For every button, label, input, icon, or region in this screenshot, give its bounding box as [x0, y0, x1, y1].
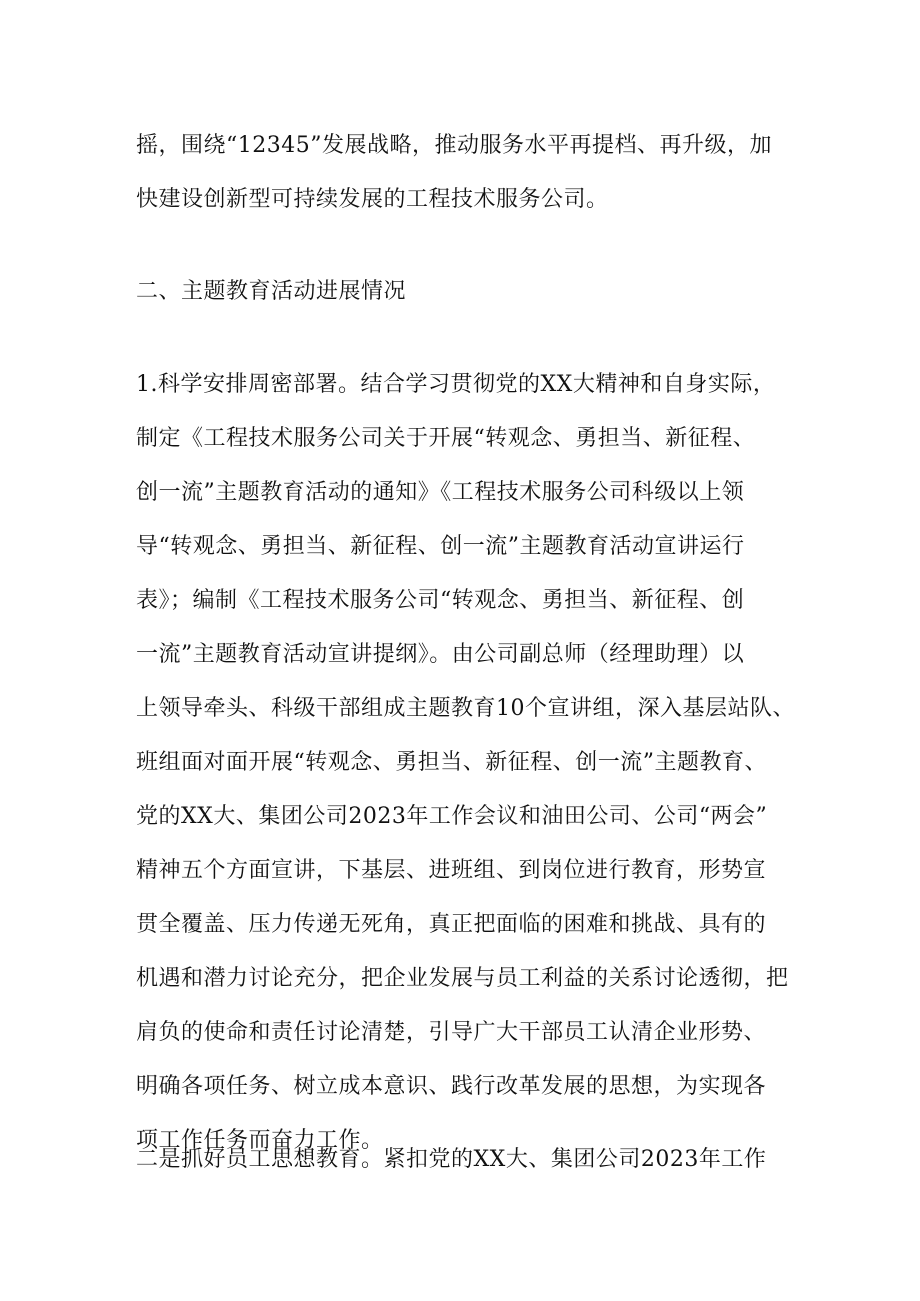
- text-line: 贯全覆盖、压力传递无死角，真正把面临的困难和挑战、具有的: [136, 912, 767, 937]
- text-line: 一流”主题教育活动宣讲提纲》。由公司副总师（经理助理）以: [136, 642, 745, 667]
- text-line: 制定《工程技术服务公司关于开展“转观念、勇担当、新征程、: [136, 426, 756, 451]
- text-line: 班组面对面开展“转观念、勇担当、新征程、创一流”主题教育、: [136, 750, 767, 775]
- text-line: 导“转观念、勇担当、新征程、创一流”主题教育活动宣讲运行: [136, 534, 745, 559]
- text-line: 二是抓好员工思想教育。紧扣党的XX大、集团公司2023年工作: [136, 1147, 767, 1172]
- text-line: 1.科学安排周密部署。结合学习贯彻党的XX大精神和自身实际，: [136, 372, 776, 397]
- text-line: 快建设创新型可持续发展的工程技术服务公司。: [136, 187, 609, 212]
- paragraph-deployment: [136, 358, 796, 1168]
- paragraph-ideological-education: [136, 1133, 796, 1187]
- text-line: 上领导牵头、科级干部组成主题教育10个宣讲组，深入基层站队、: [136, 696, 795, 721]
- text-line: 摇，围绕“12345”发展战略，推动服务水平再提档、再升级，加: [136, 133, 772, 158]
- text-line: 肩负的使命和责任讨论清楚，引导广大干部员工认清企业形势、: [136, 1020, 767, 1045]
- section-heading-text: 二、主题教育活动进展情况: [136, 279, 407, 304]
- text-line: 明确各项任务、树立成本意识、践行改革发展的思想，为实现各: [136, 1074, 767, 1099]
- text-line: 创一流”主题教育活动的通知》《工程技术服务公司科级以上领: [136, 480, 745, 505]
- text-line: 精神五个方面宣讲，下基层、进班组、到岗位进行教育，形势宣: [136, 858, 767, 883]
- paragraph-intro-continuation: [136, 119, 796, 227]
- section-heading: [136, 265, 796, 319]
- text-line: 机遇和潜力讨论充分，把企业发展与员工利益的关系讨论透彻，把: [136, 966, 789, 991]
- text-line: 党的XX大、集团公司2023年工作会议和油田公司、公司“两会”: [136, 804, 768, 829]
- text-line: 项工作任务而奋力工作。: [136, 1128, 384, 1153]
- text-line: 表》；编制《工程技术服务公司“转观念、勇担当、新征程、创: [136, 588, 745, 613]
